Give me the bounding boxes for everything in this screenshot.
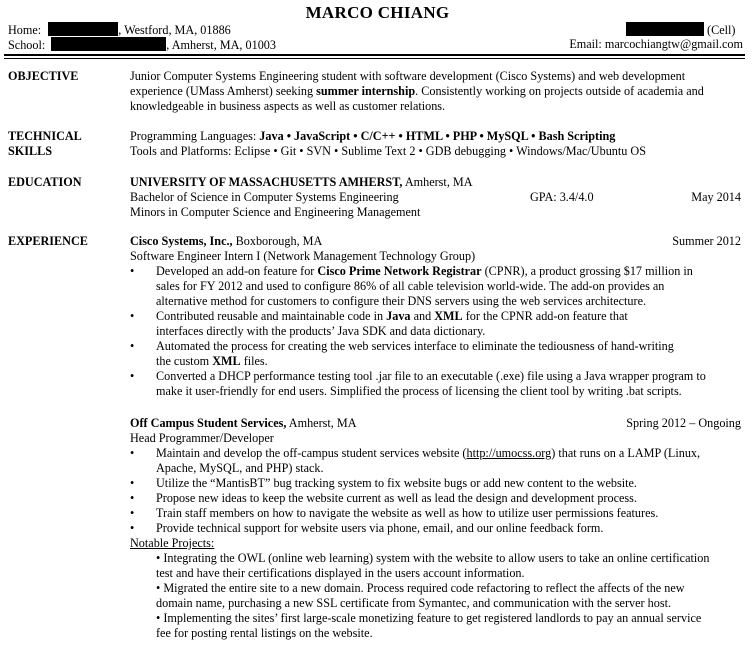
list-item: • Maintain and develop the off-campus student services website (http://umocss.org) that runs on a LAMP (Linux, Apache, MySQL, and PHP) stack.	[130, 446, 745, 476]
list-item: • Automated the process for creating the web services interface to eliminate the tediousness of hand-writing the custom XML files.	[130, 339, 745, 369]
header-rule-bottom	[4, 58, 745, 59]
languages-line: Programming Languages: Java • JavaScript • C/C++ • HTML • PHP • MySQL • Bash Scripting	[130, 129, 616, 143]
list-item: • Developed an add-on feature for Cisco Prime Network Registrar (CPNR), a product grossing $17 million in sales for FY 2012 and used to configure 86% of all cable television world-wide. The add-on provides an alternative method for customers to configure their DNS servers using the web services architecture.	[130, 264, 745, 309]
job-ocss	[130, 416, 745, 641]
list-item: • Converted a DHCP performance testing tool .jar file to an executable (.exe) file using a Java wrapper program to make it user-friendly for end users. Simplified the process of licensing the client tool by writing .bat scripts.	[130, 369, 745, 399]
objective-line: Junior Computer Systems Engineering student with software development (Cisco Systems) and web development	[130, 69, 686, 83]
objective-heading: OBJECTIVE	[8, 69, 79, 83]
school-address: , Amherst, MA, 01003	[166, 38, 276, 52]
list-item: • Contributed reusable and maintainable code in Java and XML for the CPNR add-on feature that interfaces directly with the products’ Java SDK and data dictionary.	[130, 309, 745, 339]
website-link[interactable]: http://umocss.org	[466, 446, 552, 460]
header-rule-top	[4, 54, 745, 56]
school-address-line	[8, 37, 276, 53]
school-label: School:	[8, 38, 46, 52]
job-header: Cisco Systems, Inc., Boxborough, MA Summer 2012	[130, 234, 741, 248]
gpa: GPA: 3.4/4.0	[530, 190, 594, 204]
notable-projects-heading: Notable Projects:	[130, 536, 215, 550]
objective-line: experience (UMass Amherst) seeking summer internship. Consistently working on projects outside of academia and	[130, 84, 704, 98]
notable-projects: • Integrating the OWL (online web learning) system with the website to allow users to take an online certification test and have their certifications displayed in the users account information. • Migrated the entire site to a new domain. Process required code refactoring to reflect the affects of the new domain name, purchasing a new SSL certificate from Symantec, and communication with the server host. • Implementing the sites’ first large-scale monetizing feature to get registered landlords to pay an annual service fee for posting rental listings on the website.	[156, 551, 710, 640]
home-address-line	[8, 22, 231, 38]
email-line	[569, 37, 743, 52]
job-title: Software Engineer Intern I (Network Management Technology Group)	[130, 249, 476, 263]
email-label: Email:	[569, 37, 602, 51]
education-heading: EDUCATION	[8, 175, 82, 189]
home-address: , Westford, MA, 01886	[118, 23, 231, 37]
tools-line: Tools and Platforms: Eclipse • Git • SVN • Sublime Text 2 • GDB debugging • Windows/Mac/Ubuntu OS	[130, 144, 646, 158]
email-address[interactable]: marcochiangtw@gmail.com	[604, 37, 743, 51]
list-item: • Train staff members on how to navigate the website as well as how to utilize user permissions features.	[130, 506, 745, 521]
list-item: • Provide technical support for website users via phone, email, and our online feedback form.	[130, 521, 745, 536]
home-label: Home:	[8, 23, 42, 37]
redacted-street	[48, 22, 118, 36]
redacted-phone	[626, 22, 704, 36]
list-item: • Propose new ideas to keep the website current as well as lead the design and development process.	[130, 491, 745, 506]
degree-line: Bachelor of Science in Computer Systems Engineering GPA: 3.4/4.0 May 2014	[130, 190, 741, 204]
job-bullets	[130, 264, 745, 399]
objective-line: knowledgeable in business aspects as well as customer relations.	[130, 99, 446, 113]
experience-heading: EXPERIENCE	[8, 234, 88, 248]
list-item: • Utilize the “MantisBT” bug tracking system to fix website bugs or add new content to the website.	[130, 476, 745, 491]
cell-label: (Cell)	[707, 23, 736, 37]
university-line: UNIVERSITY OF MASSACHUSETTS AMHERST, Amherst, MA	[130, 175, 473, 189]
job-title: Head Programmer/Developer	[130, 431, 274, 445]
job-bullets	[130, 446, 745, 536]
skills-text	[130, 129, 745, 159]
resume-name: MARCO CHIANG	[305, 3, 450, 22]
cell-line	[626, 22, 735, 38]
education-block	[130, 175, 745, 220]
job-header: Off Campus Student Services, Amherst, MA Spring 2012 – Ongoing	[130, 416, 741, 430]
education-date: May 2014	[691, 190, 741, 204]
redacted-school-street	[51, 37, 166, 51]
skills-heading: TECHNICAL SKILLS	[8, 129, 82, 158]
minors-line: Minors in Computer Science and Engineering Management	[130, 205, 421, 219]
objective-text	[130, 69, 745, 114]
job-cisco	[130, 234, 745, 399]
